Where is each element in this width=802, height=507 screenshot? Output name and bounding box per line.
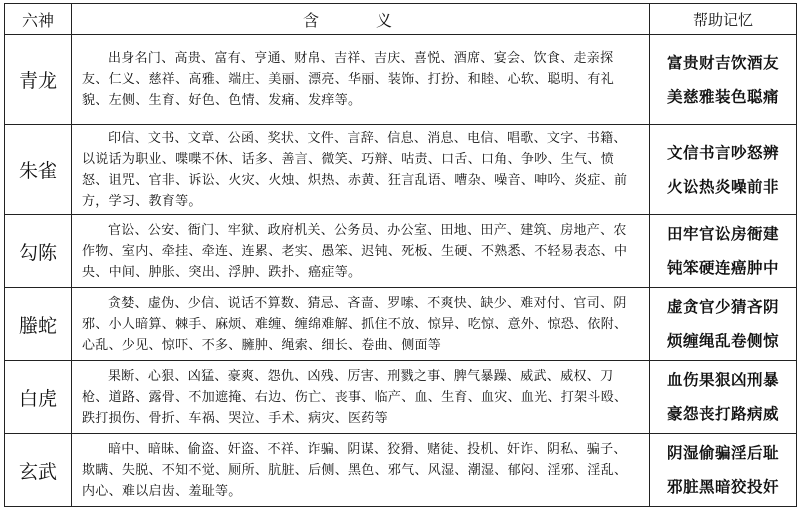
mnemonic-cell <box>650 35 797 125</box>
meaning-text: 暗中、暗昧、偷盗、奸盗、不祥、诈骗、阴谋、狡猾、赌徒、投机、奸诈、阴私、骗子、欺瞒、失脱、不知不觉、厕所、肮脏、后侧、黑色、邪气、风湿、潮湿、郁闷、淫邪、淫乱、内心、难以启齿、羞耻等。 <box>82 441 628 499</box>
meaning-text: 贪婪、虚伪、少信、说话不算数、猜忌、吝啬、罗嗦、不爽快、缺少、难对付、官司、阴邪、小人暗算、棘手、麻烦、难缠、缠绵难解、抓住不放、惊异、吃惊、意外、惊恐、依附、心乱、少见、惊吓、不多、臃肿、绳索、细长、卷曲、侧面等 <box>82 295 628 353</box>
header-meaning: 含 义 <box>72 4 650 35</box>
mnemonic-line: 阴湿偷骗淫后耻 <box>666 443 779 462</box>
mnemonic-cell <box>650 288 797 361</box>
god-name: 螣蛇 <box>5 288 72 361</box>
meaning-text: 官讼、公安、衙门、牢狱、政府机关、公务员、办公室、田地、田产、建筑、房地产、农作物、室内、牵挂、牵连、连累、老实、愚笨、迟钝、死板、生硬、不熟悉、不轻易表态、中央、中间、肿胀、突出、浮肿、跌扑、癌症等。 <box>82 222 628 280</box>
god-name: 勾陈 <box>5 215 72 288</box>
meaning-cell <box>72 35 650 125</box>
table-row <box>5 35 797 125</box>
meaning-cell <box>72 288 650 361</box>
meaning-text: 印信、文书、文章、公函、奖状、文件、言辞、信息、消息、电信、唱歌、文字、书籍、以说话为职业、喋喋不休、话多、善言、微笑、巧辩、咕责、口舌、口角、争吵、生气、愤怒、诅咒、官非、诉讼、火灾、火烛、炽热、赤黄、狂言乱语、嘈杂、噪音、呻吟、炎症、前方，学习、教育等。 <box>82 130 628 209</box>
meaning-cell <box>72 361 650 434</box>
meaning-text: 果断、心狠、凶猛、豪爽、怨仇、凶残、厉害、刑戮之事、脾气暴躁、威武、威权、刀枪、道路、露骨、不加遮掩、右边、伤亡、丧事、临产、血、生育、血灾、血光、打架斗殴、跌打损伤、骨折、车祸、哭泣、手术、病灾、医药等 <box>82 368 628 426</box>
mnemonic-line: 邪脏黑暗狡投奸 <box>666 477 779 496</box>
mnemonic-line: 虚贪官少猜吝阴 <box>666 297 779 316</box>
mnemonic-line: 豪怨丧打路病威 <box>666 404 779 423</box>
god-name: 朱雀 <box>5 125 72 215</box>
table-header-row <box>5 4 797 35</box>
meaning-text: 出身名门、高贵、富有、亨通、财帛、吉祥、吉庆、喜悦、酒席、宴会、饮食、走亲探友、仁义、慈祥、高雅、端庄、美丽、漂亮、华丽、装饰、打扮、和睦、心软、聪明、有礼貌、左侧、生育、好色、色情、发痛、发痒等。 <box>82 51 615 108</box>
god-name: 白虎 <box>5 361 72 434</box>
mnemonic-cell <box>650 434 797 507</box>
mnemonic-line: 烦缠绳乱卷侧惊 <box>666 331 779 350</box>
header-mnemonic: 帮助记忆 <box>650 4 797 35</box>
god-name: 青龙 <box>5 35 72 125</box>
table-row <box>5 288 797 361</box>
six-gods-table <box>4 3 797 507</box>
table-row <box>5 434 797 507</box>
mnemonic-line: 富贵财吉饮酒友 <box>666 52 779 72</box>
mnemonic-line: 血伤果狠凶刑暴 <box>666 370 779 389</box>
mnemonic-line: 文信书言吵怒辨 <box>666 142 779 162</box>
table-row <box>5 215 797 288</box>
mnemonic-line: 钝笨硬连癌肿中 <box>666 258 779 277</box>
mnemonic-cell <box>650 361 797 434</box>
table-row <box>5 125 797 215</box>
header-six-gods: 六神 <box>5 4 72 35</box>
meaning-cell <box>72 125 650 215</box>
mnemonic-cell <box>650 125 797 215</box>
god-name: 玄武 <box>5 434 72 507</box>
mnemonic-line: 火讼热炎噪前非 <box>666 176 779 196</box>
mnemonic-cell <box>650 215 797 288</box>
table-row <box>5 361 797 434</box>
mnemonic-line: 美慈雅装色聪痛 <box>666 86 779 106</box>
mnemonic-line: 田牢官讼房衙建 <box>666 224 779 243</box>
meaning-cell <box>72 215 650 288</box>
meaning-cell <box>72 434 650 507</box>
